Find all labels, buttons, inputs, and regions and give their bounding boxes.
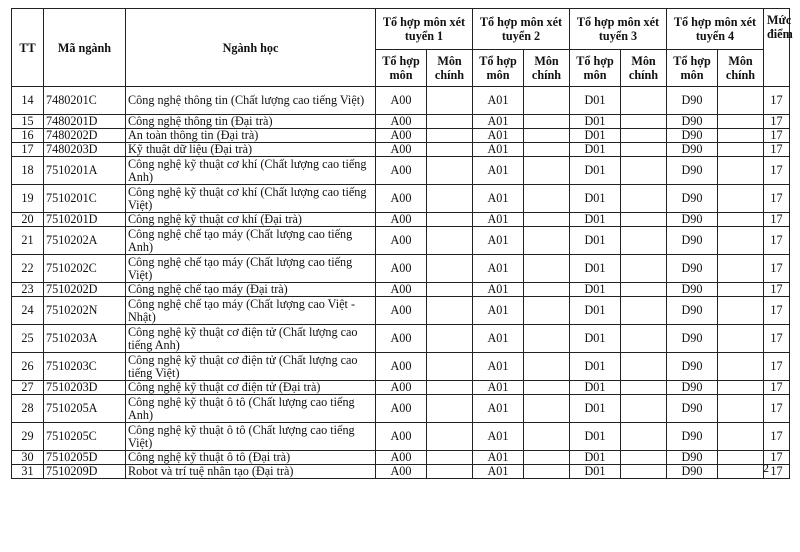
main-subject-1-cell [427,213,473,227]
main-subject-4-cell [718,451,764,465]
row-number-cell: 27 [12,381,44,395]
combination-3-cell: D01 [570,465,621,479]
score-cell: 17 [764,227,790,255]
combination-4-cell: D90 [667,87,718,115]
combination-3-cell: D01 [570,451,621,465]
header-muc-diem: Mức điểm [764,9,790,87]
major-name-cell: Công nghệ thông tin (Chất lượng cao tiếng Việt) [126,87,376,115]
row-number-cell: 28 [12,395,44,423]
main-subject-4-cell [718,395,764,423]
table-row [12,129,790,143]
main-subject-3-cell [621,451,667,465]
combination-1-cell: A00 [376,185,427,213]
combination-1-cell: A00 [376,395,427,423]
combination-2-cell: A01 [473,325,524,353]
row-number-cell: 24 [12,297,44,325]
table-row [12,143,790,157]
combination-2-cell: A01 [473,143,524,157]
row-number-cell: 17 [12,143,44,157]
header-to-hop-1: Tổ hợp môn xét tuyển 1 [376,9,473,50]
combination-2-cell: A01 [473,465,524,479]
combination-3-cell: D01 [570,353,621,381]
combination-4-cell: D90 [667,129,718,143]
main-subject-3-cell [621,213,667,227]
main-subject-2-cell [524,297,570,325]
document-page [11,8,793,479]
main-subject-4-cell [718,129,764,143]
score-cell: 17 [764,185,790,213]
main-subject-3-cell [621,381,667,395]
combination-3-cell: D01 [570,227,621,255]
combination-3-cell: D01 [570,297,621,325]
main-subject-3-cell [621,115,667,129]
main-subject-3-cell [621,255,667,283]
combination-1-cell: A00 [376,325,427,353]
major-code-cell: 7510203D [44,381,126,395]
subheader-mon-chinh: Môn chính [718,50,764,87]
table-header [12,9,793,87]
combination-3-cell: D01 [570,157,621,185]
major-code-cell: 7510205C [44,423,126,451]
combination-1-cell: A00 [376,129,427,143]
row-number-cell: 14 [12,87,44,115]
combination-2-cell: A01 [473,297,524,325]
header-to-hop-3: Tổ hợp môn xét tuyển 3 [570,9,667,50]
major-code-cell: 7510201A [44,157,126,185]
major-code-cell: 7480201D [44,115,126,129]
combination-1-cell: A00 [376,227,427,255]
main-subject-4-cell [718,325,764,353]
table-body [12,87,790,479]
major-name-cell: Công nghệ kỹ thuật cơ khí (Chất lượng cao tiếng Anh) [126,157,376,185]
score-cell: 17 [764,395,790,423]
combination-2-cell: A01 [473,353,524,381]
main-subject-1-cell [427,129,473,143]
main-subject-2-cell [524,325,570,353]
combination-3-cell: D01 [570,395,621,423]
combination-1-cell: A00 [376,157,427,185]
table-row [12,157,790,185]
main-subject-4-cell [718,87,764,115]
combination-2-cell: A01 [473,255,524,283]
major-name-cell: Công nghệ kỹ thuật cơ điện tử (Đại trà) [126,381,376,395]
main-subject-3-cell [621,129,667,143]
major-code-cell: 7480203D [44,143,126,157]
main-subject-3-cell [621,157,667,185]
main-subject-1-cell [427,115,473,129]
row-number-cell: 16 [12,129,44,143]
combination-3-cell: D01 [570,129,621,143]
table-row [12,395,790,423]
main-subject-2-cell [524,157,570,185]
combination-1-cell: A00 [376,213,427,227]
table-row [12,227,790,255]
table-row [12,297,790,325]
major-code-cell: 7510203C [44,353,126,381]
major-name-cell: Robot và trí tuệ nhân tạo (Đại trà) [126,465,376,479]
table-row [12,115,790,129]
major-name-cell: Công nghệ kỹ thuật cơ khí (Đại trà) [126,213,376,227]
combination-1-cell: A00 [376,451,427,465]
combination-1-cell: A00 [376,423,427,451]
major-code-cell: 7510201D [44,213,126,227]
combination-4-cell: D90 [667,213,718,227]
row-number-cell: 22 [12,255,44,283]
main-subject-2-cell [524,255,570,283]
table-row [12,465,790,479]
main-subject-3-cell [621,325,667,353]
table-row [12,87,790,115]
subheader-to-hop: Tổ hợp môn [376,50,427,87]
main-subject-2-cell [524,451,570,465]
major-code-cell: 7510205D [44,451,126,465]
combination-3-cell: D01 [570,213,621,227]
main-subject-3-cell [621,297,667,325]
major-name-cell: Công nghệ chế tạo máy (Đại trà) [126,283,376,297]
main-subject-1-cell [427,87,473,115]
combination-4-cell: D90 [667,283,718,297]
row-number-cell: 20 [12,213,44,227]
main-subject-3-cell [621,87,667,115]
combination-2-cell: A01 [473,129,524,143]
combination-3-cell: D01 [570,87,621,115]
major-name-cell: Công nghệ chế tạo máy (Chất lượng cao tiếng Việt) [126,255,376,283]
main-subject-2-cell [524,283,570,297]
combination-1-cell: A00 [376,115,427,129]
header-tt: TT [12,9,44,87]
main-subject-4-cell [718,157,764,185]
main-subject-3-cell [621,465,667,479]
subheader-mon-chinh: Môn chính [524,50,570,87]
row-number-cell: 30 [12,451,44,465]
main-subject-4-cell [718,381,764,395]
header-to-hop-4: Tổ hợp môn xét tuyển 4 [667,9,764,50]
combination-1-cell: A00 [376,381,427,395]
score-cell: 17 [764,283,790,297]
main-subject-2-cell [524,381,570,395]
combination-4-cell: D90 [667,381,718,395]
row-number-cell: 25 [12,325,44,353]
major-name-cell: Công nghệ kỹ thuật ô tô (Đại trà) [126,451,376,465]
main-subject-1-cell [427,395,473,423]
combination-4-cell: D90 [667,353,718,381]
header-ma-nganh: Mã ngành [44,9,126,87]
combination-4-cell: D90 [667,115,718,129]
main-subject-4-cell [718,227,764,255]
score-cell: 17 [764,87,790,115]
combination-4-cell: D90 [667,227,718,255]
row-number-cell: 18 [12,157,44,185]
combination-2-cell: A01 [473,395,524,423]
row-number-cell: 31 [12,465,44,479]
combination-1-cell: A00 [376,353,427,381]
major-code-cell: 7510205A [44,395,126,423]
combination-2-cell: A01 [473,213,524,227]
combination-1-cell: A00 [376,465,427,479]
combination-2-cell: A01 [473,185,524,213]
row-number-cell: 21 [12,227,44,255]
score-cell: 17 [764,325,790,353]
row-number-cell: 23 [12,283,44,297]
combination-2-cell: A01 [473,283,524,297]
score-cell: 17 [764,255,790,283]
main-subject-4-cell [718,255,764,283]
score-cell: 17 [764,353,790,381]
main-subject-4-cell [718,423,764,451]
main-subject-2-cell [524,465,570,479]
main-subject-4-cell [718,115,764,129]
combination-4-cell: D90 [667,423,718,451]
row-number-cell: 26 [12,353,44,381]
table-row [12,423,790,451]
main-subject-1-cell [427,353,473,381]
combination-3-cell: D01 [570,255,621,283]
main-subject-4-cell [718,185,764,213]
combination-2-cell: A01 [473,227,524,255]
combination-3-cell: D01 [570,325,621,353]
combination-2-cell: A01 [473,157,524,185]
score-cell: 17 [764,157,790,185]
combination-2-cell: A01 [473,87,524,115]
combination-4-cell: D90 [667,255,718,283]
major-code-cell: 7510202A [44,227,126,255]
major-code-cell: 7480202D [44,129,126,143]
main-subject-4-cell [718,283,764,297]
main-subject-1-cell [427,297,473,325]
main-subject-3-cell [621,227,667,255]
combination-2-cell: A01 [473,423,524,451]
major-code-cell: 7510209D [44,465,126,479]
table-row [12,381,790,395]
main-subject-2-cell [524,115,570,129]
row-number-cell: 29 [12,423,44,451]
major-name-cell: Công nghệ chế tạo máy (Chất lượng cao Việt - Nhật) [126,297,376,325]
combination-4-cell: D90 [667,325,718,353]
main-subject-2-cell [524,143,570,157]
combination-3-cell: D01 [570,143,621,157]
main-subject-4-cell [718,213,764,227]
combination-3-cell: D01 [570,381,621,395]
main-subject-1-cell [427,143,473,157]
header-nganh-hoc: Ngành học [126,9,376,87]
admission-score-table [11,8,793,479]
major-name-cell: Công nghệ kỹ thuật cơ điện tử (Chất lượng cao tiếng Anh) [126,325,376,353]
main-subject-2-cell [524,395,570,423]
main-subject-1-cell [427,157,473,185]
main-subject-4-cell [718,297,764,325]
combination-1-cell: A00 [376,255,427,283]
major-name-cell: An toàn thông tin (Đại trà) [126,129,376,143]
combination-4-cell: D90 [667,451,718,465]
score-cell: 17 [764,115,790,129]
main-subject-1-cell [427,381,473,395]
main-subject-4-cell [718,143,764,157]
combination-1-cell: A00 [376,143,427,157]
subheader-mon-chinh: Môn chính [427,50,473,87]
main-subject-2-cell [524,87,570,115]
main-subject-1-cell [427,465,473,479]
major-name-cell: Công nghệ kỹ thuật cơ điện tử (Chất lượng cao tiếng Việt) [126,353,376,381]
major-name-cell: Công nghệ thông tin (Đại trà) [126,115,376,129]
major-code-cell: 7480201C [44,87,126,115]
subheader-to-hop: Tổ hợp môn [570,50,621,87]
main-subject-3-cell [621,395,667,423]
score-cell: 17 [764,451,790,465]
score-cell: 17 [764,213,790,227]
combination-1-cell: A00 [376,283,427,297]
combination-3-cell: D01 [570,423,621,451]
table-row [12,255,790,283]
combination-2-cell: A01 [473,115,524,129]
combination-4-cell: D90 [667,465,718,479]
main-subject-3-cell [621,423,667,451]
main-subject-3-cell [621,185,667,213]
table-row [12,213,790,227]
main-subject-4-cell [718,465,764,479]
header-to-hop-2: Tổ hợp môn xét tuyển 2 [473,9,570,50]
combination-4-cell: D90 [667,143,718,157]
main-subject-2-cell [524,353,570,381]
score-cell: 17 [764,129,790,143]
combination-3-cell: D01 [570,185,621,213]
main-subject-2-cell [524,423,570,451]
main-subject-1-cell [427,325,473,353]
score-cell: 17 [764,465,790,479]
subheader-to-hop: Tổ hợp môn [473,50,524,87]
main-subject-1-cell [427,423,473,451]
main-subject-3-cell [621,283,667,297]
combination-2-cell: A01 [473,381,524,395]
main-subject-2-cell [524,227,570,255]
major-code-cell: 7510202C [44,255,126,283]
table-row [12,353,790,381]
major-name-cell: Kỹ thuật dữ liệu (Đại trà) [126,143,376,157]
table-row [12,283,790,297]
combination-4-cell: D90 [667,157,718,185]
main-subject-2-cell [524,185,570,213]
major-code-cell: 7510202D [44,283,126,297]
combination-4-cell: D90 [667,395,718,423]
main-subject-3-cell [621,353,667,381]
score-cell: 17 [764,423,790,451]
main-subject-3-cell [621,143,667,157]
combination-1-cell: A00 [376,87,427,115]
main-subject-2-cell [524,213,570,227]
combination-3-cell: D01 [570,283,621,297]
major-code-cell: 7510201C [44,185,126,213]
score-cell: 17 [764,143,790,157]
main-subject-1-cell [427,227,473,255]
combination-4-cell: D90 [667,297,718,325]
row-number-cell: 19 [12,185,44,213]
major-name-cell: Công nghệ kỹ thuật ô tô (Chất lượng cao tiếng Anh) [126,395,376,423]
main-subject-4-cell [718,353,764,381]
subheader-to-hop: Tổ hợp môn [667,50,718,87]
main-subject-1-cell [427,283,473,297]
combination-1-cell: A00 [376,297,427,325]
page-number: 2 [763,461,769,475]
table-row [12,325,790,353]
combination-3-cell: D01 [570,115,621,129]
table-row [12,451,790,465]
major-name-cell: Công nghệ kỹ thuật ô tô (Chất lượng cao tiếng Việt) [126,423,376,451]
main-subject-1-cell [427,451,473,465]
row-number-cell: 15 [12,115,44,129]
score-cell: 17 [764,297,790,325]
major-code-cell: 7510202N [44,297,126,325]
table-row [12,185,790,213]
major-code-cell: 7510203A [44,325,126,353]
main-subject-1-cell [427,185,473,213]
main-subject-1-cell [427,255,473,283]
main-subject-2-cell [524,129,570,143]
major-name-cell: Công nghệ chế tạo máy (Chất lượng cao tiếng Anh) [126,227,376,255]
subheader-mon-chinh: Môn chính [621,50,667,87]
combination-2-cell: A01 [473,451,524,465]
combination-4-cell: D90 [667,185,718,213]
major-name-cell: Công nghệ kỹ thuật cơ khí (Chất lượng cao tiếng Việt) [126,185,376,213]
score-cell: 17 [764,381,790,395]
